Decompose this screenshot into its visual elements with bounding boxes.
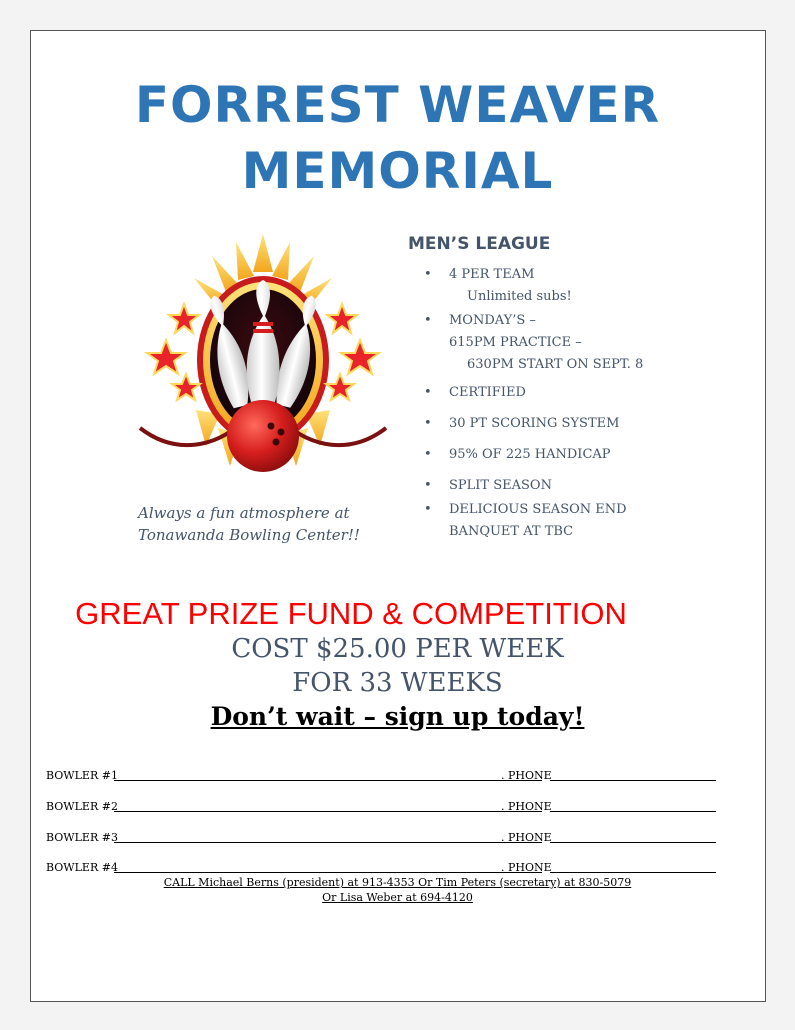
bullet-icon: • xyxy=(424,416,432,431)
logo-caption xyxy=(138,502,408,546)
signup-call-to-action: Don’t wait – sign up today! xyxy=(210,702,585,731)
bullet-icon: • xyxy=(424,385,432,400)
bowler-label: BOWLER #2 xyxy=(46,800,118,813)
phone-label: . PHONE xyxy=(501,800,552,813)
bullet-icon: • xyxy=(424,267,432,282)
phone-blank[interactable] xyxy=(550,842,716,843)
phone-blank[interactable] xyxy=(550,811,716,812)
bullet-text: MONDAY’S – xyxy=(449,313,536,328)
bullet-icon: • xyxy=(424,313,432,328)
title-line-2: MEMORIAL xyxy=(241,142,554,200)
bullet-text: 630PM START ON SEPT. 8 xyxy=(467,357,644,372)
title-line-1: FORREST WEAVER xyxy=(134,76,661,134)
bowler-label: BOWLER #4 xyxy=(46,861,118,874)
phone-blank[interactable] xyxy=(550,780,716,781)
cost-line-2: FOR 33 WEEKS xyxy=(292,668,503,698)
bullet-text: SPLIT SEASON xyxy=(449,478,552,493)
league-heading: MEN’S LEAGUE xyxy=(408,234,551,254)
bowler-name-blank[interactable] xyxy=(114,872,542,873)
contact-line-2: Or Lisa Weber at 694-4120 xyxy=(322,891,473,904)
bowler-row-3 xyxy=(46,828,716,844)
bullet-text: Unlimited subs! xyxy=(467,289,572,304)
bowler-row-2 xyxy=(46,797,716,813)
bowler-name-blank[interactable] xyxy=(114,780,542,781)
bullet-icon: • xyxy=(424,478,432,493)
bowler-name-blank[interactable] xyxy=(114,842,542,843)
bullet-text: 95% OF 225 HANDICAP xyxy=(449,447,611,462)
phone-label: . PHONE xyxy=(501,861,552,874)
bullet-text: BANQUET AT TBC xyxy=(449,524,574,539)
phone-label: . PHONE xyxy=(501,831,552,844)
bullet-text: 615PM PRACTICE – xyxy=(449,335,582,350)
bullet-text: 4 PER TEAM xyxy=(449,267,535,282)
bowler-name-blank[interactable] xyxy=(114,811,542,812)
bowler-label: BOWLER #3 xyxy=(46,831,118,844)
contact-line-1: CALL Michael Berns (president) at 913-4353 Or Tim Peters (secretary) at 830-5079 xyxy=(163,876,632,889)
phone-label: . PHONE xyxy=(501,769,552,782)
flyer-title xyxy=(0,72,795,204)
caption-line-2: Tonawanda Bowling Center!! xyxy=(138,526,360,544)
bowler-row-4 xyxy=(46,858,716,874)
phone-blank[interactable] xyxy=(550,872,716,873)
bowler-label: BOWLER #1 xyxy=(46,769,118,782)
bullet-text: DELICIOUS SEASON END xyxy=(449,502,627,517)
bullet-text: 30 PT SCORING SYSTEM xyxy=(449,416,620,431)
prize-fund-heading: GREAT PRIZE FUND & COMPETITION xyxy=(75,596,627,631)
bullet-icon: • xyxy=(424,447,432,462)
bowling-logo-icon xyxy=(136,232,390,494)
bullet-icon: • xyxy=(424,502,432,517)
caption-line-1: Always a fun atmosphere at xyxy=(138,504,350,522)
bowler-row-1 xyxy=(46,766,716,782)
cost-line-1: COST $25.00 PER WEEK xyxy=(231,634,564,664)
bullet-text: CERTIFIED xyxy=(449,385,526,400)
